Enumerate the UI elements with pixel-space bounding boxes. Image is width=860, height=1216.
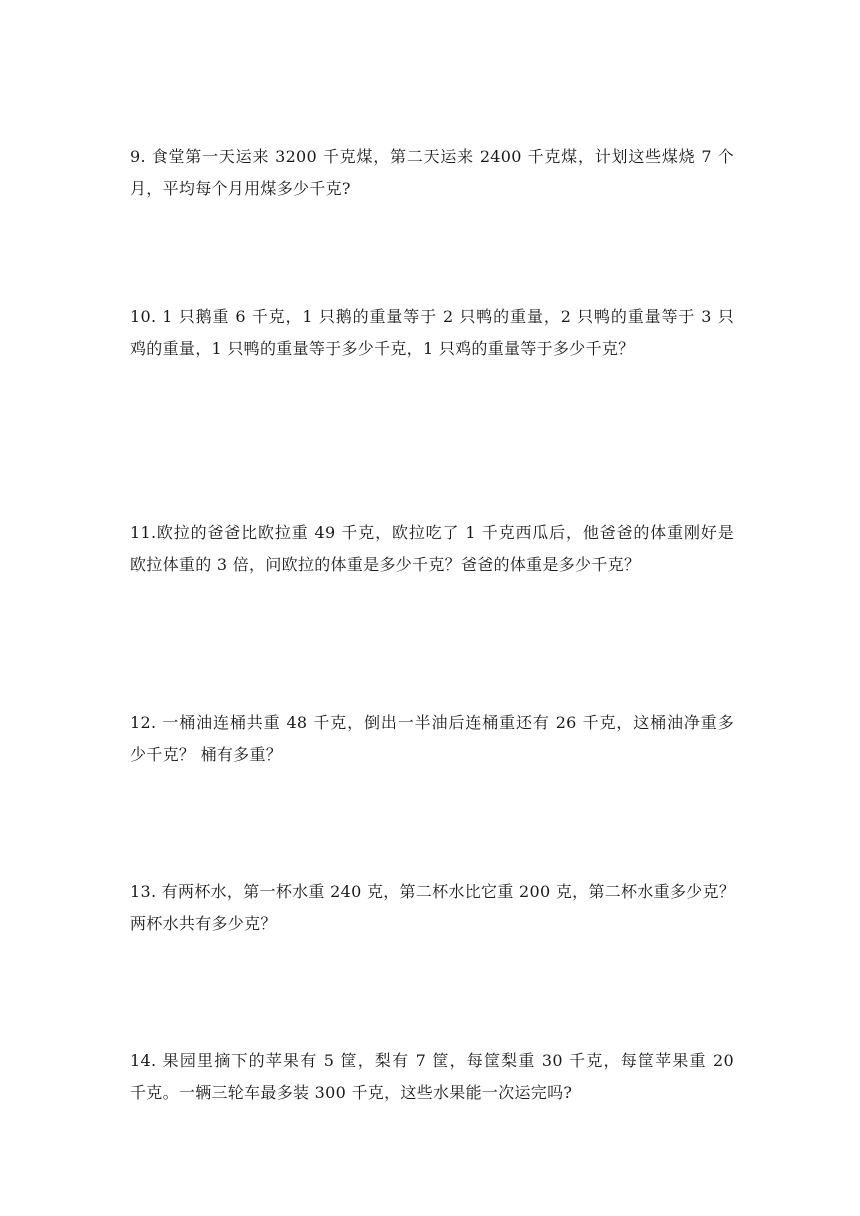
problem-13-line-2: 两杯水共有多少克？	[130, 914, 277, 933]
problem-12-line-2: 少千克？ 桶有多重？	[130, 745, 283, 764]
problem-9-line-2: 月，平均每个月用煤多少千克?	[130, 179, 351, 198]
problem-13-line-1: 13. 有两杯水，第一杯水重 240 克，第二杯水比它重 200 克，第二杯水重多少克？	[130, 882, 736, 901]
problem-11	[130, 517, 734, 581]
problem-11-line-1: 11.欧拉的爸爸比欧拉重 49 千克，欧拉吃了 1 千克西瓜后，他爸爸的体重刚好是	[130, 523, 734, 542]
problem-10-line-2: 鸡的重量，1 只鸭的重量等于多少千克，1 只鸡的重量等于多少千克？	[130, 339, 635, 358]
problem-10-line-1: 10. 1 只鹅重 6 千克，1 只鹅的重量等于 2 只鸭的重量，2 只鸭的重量等于 3 只	[130, 307, 734, 326]
problem-14	[130, 1045, 734, 1109]
problem-12-line-1: 12. 一桶油连桶共重 48 千克，倒出一半油后连桶重还有 26 千克，这桶油净重多	[130, 713, 734, 732]
problem-14-line-1: 14. 果园里摘下的苹果有 5 筐，梨有 7 筐，每筐梨重 30 千克，每筐苹果重 20	[130, 1051, 734, 1070]
problem-10	[130, 301, 734, 365]
problem-9-line-1: 9. 食堂第一天运来 3200 千克煤，第二天运来 2400 千克煤，计划这些煤烧 7 个	[130, 147, 734, 166]
problem-11-line-2: 欧拉体重的 3 倍，问欧拉的体重是多少千克？爸爸的体重是多少千克？	[130, 555, 641, 574]
problem-14-line-2: 千克。一辆三轮车最多装 300 千克，这些水果能一次运完吗?	[130, 1083, 573, 1102]
problem-13	[130, 876, 734, 940]
problem-9	[130, 141, 734, 205]
problem-12	[130, 707, 734, 771]
